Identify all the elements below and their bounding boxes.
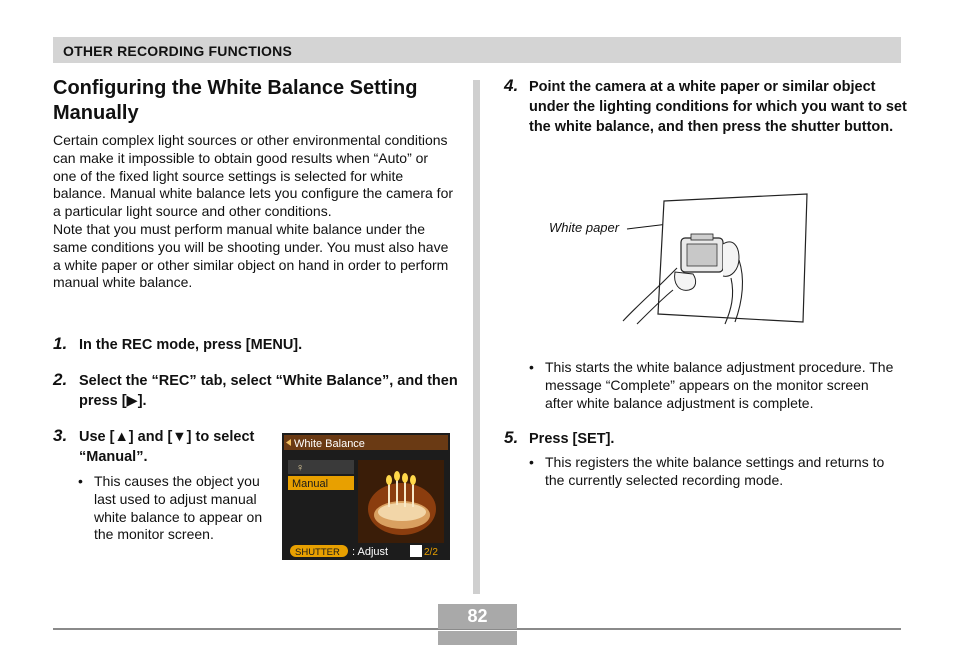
intro-text <box>53 132 453 292</box>
step-4-number: 4. <box>504 76 519 95</box>
bullet-dot: • <box>78 473 83 489</box>
lcd-bulb-icon: ♀ <box>296 462 305 474</box>
intro-paragraph-1: Certain complex light sources or other environmental conditions can make it impossible to obtain good results when “Auto” or one of the fixed light source settings is selected for white balance. Manual white balance lets you configure the camera for a particular light source and other conditions. <box>53 132 454 220</box>
step-5-bullet-text: This registers the white balance settings and returns to the currently selected recording mode. <box>545 454 885 488</box>
step-5-bullet <box>529 454 899 490</box>
lcd-shutter-label: SHUTTER <box>295 547 340 558</box>
step-4-text: Point the camera at a white paper or similar object under the lighting conditions for which you want to set the white balance, and then press the shutter button. <box>529 79 907 135</box>
step-5-text: Press [SET]. <box>529 431 615 447</box>
camera-lcd-screen <box>282 433 450 560</box>
lcd-action-label: : Adjust <box>352 546 389 558</box>
step-4-bullet <box>529 359 899 412</box>
intro-paragraph-2: Note that you must perform manual white balance under the same conditions you will be shooting under. You must also have a white paper or other similar object on hand in order to perform manual white balance. <box>53 220 449 291</box>
page-title: Configuring the White Balance Setting Manually <box>53 77 418 124</box>
step-3-number: 3. <box>53 426 68 445</box>
lcd-selected-option: Manual <box>292 478 329 490</box>
lcd-page-indicator: 2/2 <box>424 547 438 558</box>
step-1-number: 1. <box>53 334 68 353</box>
column-divider <box>473 80 480 594</box>
step-3-bullet-text: This causes the object you last used to adjust manual white balance to appear on the monitor screen. <box>94 473 263 543</box>
step-3-bullet <box>78 473 264 544</box>
bullet-dot: • <box>529 454 534 470</box>
white-paper-label: White paper <box>549 220 620 235</box>
step-4-bullet-text: This starts the white balance adjustment procedure. The message “Complete” appears on the monitor screen after white balance adjustment is complete. <box>545 359 894 411</box>
step-1-text: In the REC mode, press [MENU]. <box>79 337 303 353</box>
camera-illustration <box>545 188 815 328</box>
section-header-bar <box>53 37 901 63</box>
page-number-tab <box>438 631 517 645</box>
bullet-dot: • <box>529 359 534 375</box>
lcd-graphic <box>282 433 450 560</box>
lcd-menu-title: White Balance <box>294 438 365 450</box>
step-3-text: Use [▲] and [▼] to select “Manual”. <box>79 429 255 465</box>
section-title: OTHER RECORDING FUNCTIONS <box>63 43 292 59</box>
step-5-number: 5. <box>504 428 519 447</box>
step-2-text: Select the “REC” tab, select “White Balance”, and then press [▶]. <box>79 373 458 409</box>
step-2-number: 2. <box>53 370 68 389</box>
page-number: 82 <box>438 604 517 629</box>
white-paper-illustration <box>545 188 815 333</box>
